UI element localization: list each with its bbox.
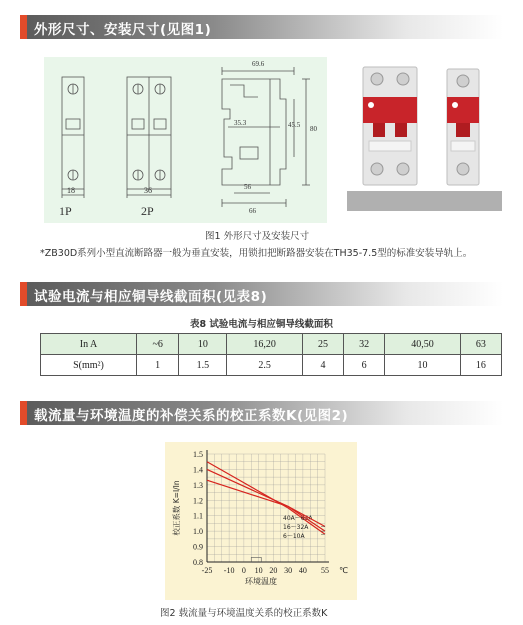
dim-label-36: 36: [144, 186, 152, 195]
x-tick-label: -25: [201, 566, 213, 575]
breaker-photo-graphic: [347, 57, 502, 191]
y-tick-label: 1.1: [193, 511, 203, 521]
table-cell: 6: [344, 355, 385, 376]
table-cell: 25: [302, 334, 343, 355]
product-photos: [347, 57, 502, 212]
table-cell: 10: [385, 355, 461, 376]
table-cell: 16: [460, 355, 501, 376]
x-tick-label: 40: [298, 566, 307, 575]
y-tick-label: 0.9: [193, 542, 203, 552]
section-header-correction-factor: [20, 401, 503, 425]
figure2-caption: 图2 载流量与环境温度关系的校正系数K: [160, 608, 328, 619]
section-title: 外形尺寸、安装尺寸(见图1): [34, 22, 212, 38]
chart-svg: [165, 442, 357, 600]
x-tick-label: 20: [269, 566, 278, 575]
table-cell: 2.5: [227, 355, 303, 376]
current-section-table: [40, 333, 502, 376]
x-tick-label: -10: [223, 566, 235, 575]
table-cell: 16,20: [227, 334, 303, 355]
table-cell: In A: [41, 334, 137, 355]
y-tick-label: 1.3: [193, 480, 203, 490]
table-cell: S(mm²): [41, 355, 137, 376]
x-unit-label: ℃: [339, 566, 348, 575]
table-cell: ~6: [137, 334, 179, 355]
dim-label-56: 56: [244, 183, 251, 191]
table8-caption: 表8 试验电流与相应铜导线截面积: [190, 319, 333, 330]
label-2p: 2P: [141, 204, 154, 218]
table-cell: 1: [137, 355, 179, 376]
correction-factor-chart: [165, 442, 357, 600]
dim-label-45-5: 45.5: [288, 121, 301, 129]
x-tick-label: 30: [284, 566, 293, 575]
drawing-graphic: [44, 57, 327, 223]
dim-label-66: 66: [249, 207, 256, 215]
dim-label-35-3: 35.3: [234, 119, 247, 127]
y-tick-label: 1.0: [193, 527, 203, 537]
table-cell: 63: [460, 334, 501, 355]
y-tick-label: 1.5: [193, 450, 203, 459]
section-title: 试验电流与相应铜导线截面积(见表8): [34, 289, 268, 305]
table-cell: 4: [302, 355, 343, 376]
y-tick-label: 0.8: [193, 558, 203, 567]
installation-note: *ZB30D系列小型直流断路器一般为垂直安装，用锁扣把断路器安装在TH35-7.5型的标准安装导轨上。: [40, 248, 473, 259]
dimension-drawing: [44, 57, 327, 223]
x-axis-label: 环境温度: [245, 577, 277, 586]
series-label: 40A～63A: [283, 515, 313, 523]
table-cell: 10: [179, 334, 227, 355]
label-1p: 1P: [59, 204, 72, 218]
table-header-row: [41, 334, 502, 355]
section-title: 载流量与环境温度的补偿关系的校正系数K(见图2): [34, 408, 349, 424]
table-cell: 40,50: [385, 334, 461, 355]
y-axis-label: 校正系数 K=I/In: [172, 480, 181, 536]
x-tick-label: 0: [241, 566, 246, 575]
photo-base-strip: [347, 191, 502, 211]
table-cell: 1.5: [179, 355, 227, 376]
y-tick-label: 1.2: [193, 496, 203, 506]
dim-label-69-6: 69.6: [252, 60, 265, 68]
table-cell: 32: [344, 334, 385, 355]
dim-label-80: 80: [310, 125, 317, 133]
dim-label-18: 18: [67, 186, 75, 195]
series-label: 16～32A: [283, 524, 309, 532]
section-header-dimensions: [20, 15, 503, 39]
x-tick-label: 10: [254, 566, 263, 575]
table-row: [41, 355, 502, 376]
section-header-test-current: [20, 282, 503, 306]
figure1-caption: 图1 外形尺寸及安装尺寸: [205, 231, 310, 242]
series-label: 6～10A: [283, 533, 305, 541]
y-tick-label: 1.4: [193, 465, 203, 475]
x-tick-label: 55: [321, 566, 329, 575]
